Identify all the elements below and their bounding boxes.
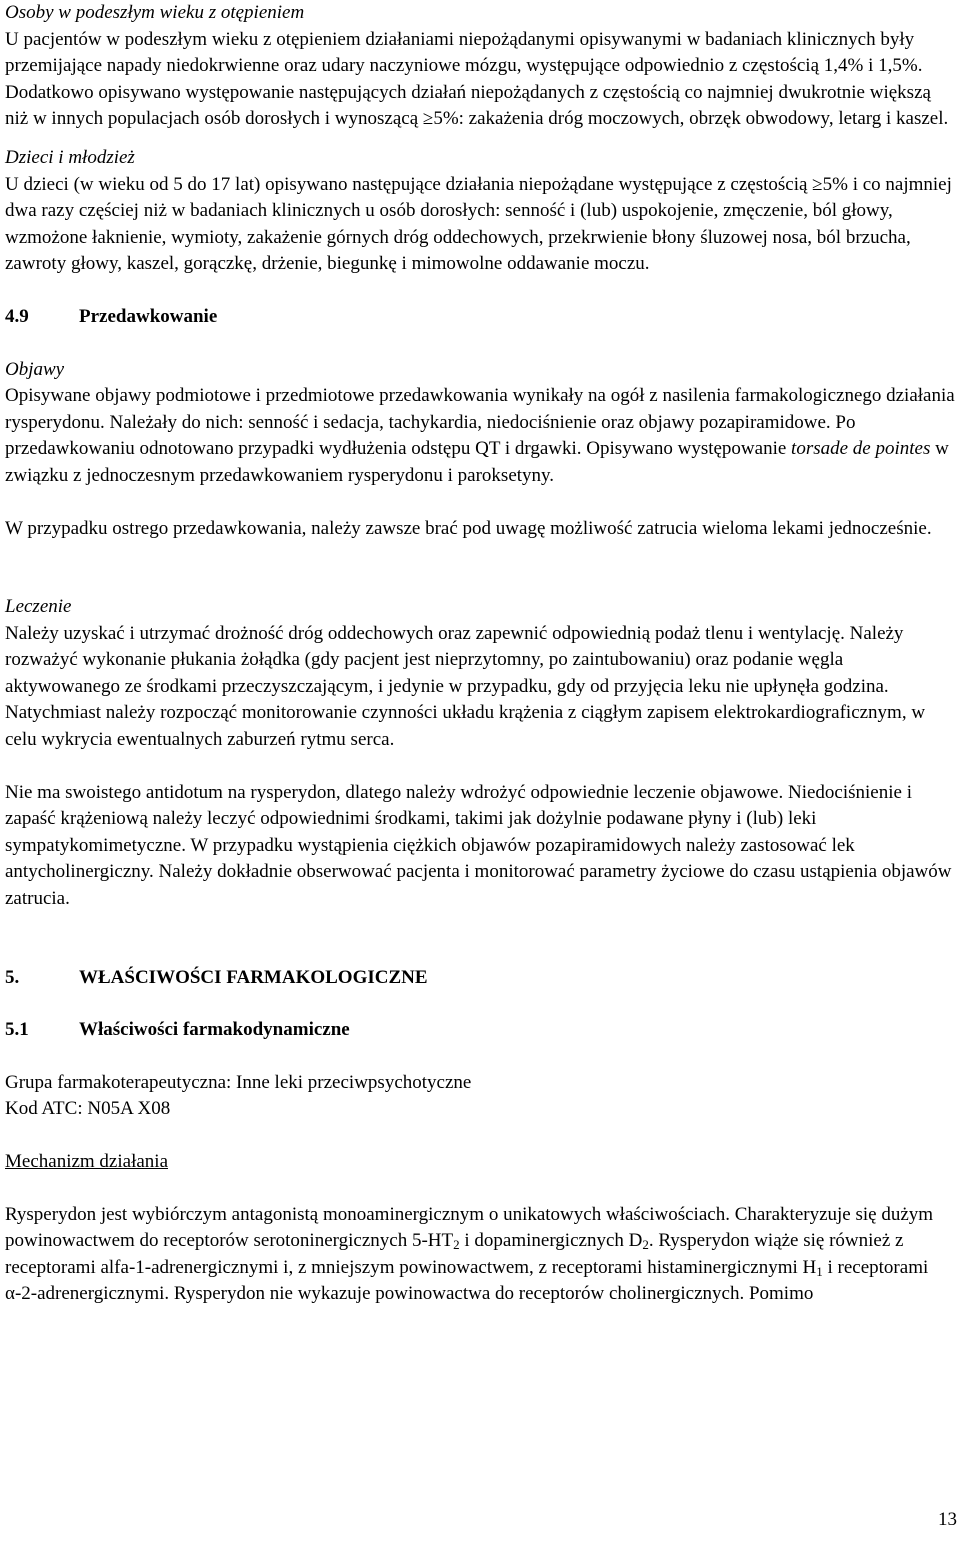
section-4-9-heading — [5, 304, 955, 331]
atc-code: Kod ATC: N05A X08 — [5, 1098, 171, 1120]
section-5-1-heading — [5, 1017, 955, 1044]
document-page — [5, 0, 955, 1308]
symptoms-text-italic: torsade de pointes — [791, 438, 931, 460]
section-title: Przedawkowanie — [79, 305, 218, 327]
treatment-paragraph-2: Nie ma swoistego antidotum na rysperydon, dlatego należy wdrożyć odpowiednie leczenie objawowe. Niedociśnienie i zapaść krążeniową należy leczyć odpowiednimi środkami, takimi jak dożylnie podawane płyny i (lub) leki sympatykomimetyczne. W przypadku wystąpienia ciężkich objawów pozapiramidowych należy zastosować lek antycholinergiczny. Należy dokładnie obserwować pacjenta i monitorować parametry życiowe do czasu ustąpienia objawów zatrucia. — [5, 781, 952, 910]
section-number: 5. — [5, 966, 20, 988]
mech-subscript-2: 2 — [642, 1237, 649, 1253]
elderly-heading: Osoby w podeszłym wieku z otępieniem — [5, 2, 305, 23]
children-heading: Dzieci i młodzież — [5, 146, 135, 168]
mech-text-b: i dopaminergicznych D — [459, 1230, 643, 1252]
treatment-paragraph-1: Należy uzyskać i utrzymać drożność dróg oddechowych oraz zapewnić odpowiednią podaż tlenu i wentylację. Należy rozważyć wykonanie płukania żołądka (gdy pacjent jest nieprzytomny, po zaintubowaniu) oraz podanie węgla aktywowanego ze środkami przeczyszczającym, i jedynie w przypadku, gdy od przyjęcia leku nie upłynęła godzina. Natychmiast należy rozpocząć monitorowanie czynności układu krążenia z ciągłym zapisem elektrokardiograficznym, w celu wykrycia ewentualnych zaburzeń rytmu serca. — [5, 622, 926, 751]
symptoms-text-a: Opisywane objawy podmiotowe i przedmiotowe przedawkowania wynikały na ogół z nasilenia farmakologicznego działania rysperydonu. Należały do nich: senność i sedacja, tachykardia, niedociśnienie oraz objawy pozapiramidowe. Po przedawkowaniu odnotowano przypadki wydłużenia odstępu QT i drgawki. Opisywano występowanie — [5, 385, 955, 460]
mechanism-paragraph — [5, 1202, 955, 1308]
section-title: WŁAŚCIWOŚCI FARMAKOLOGICZNE — [79, 966, 428, 988]
mech-subscript-3: 1 — [816, 1263, 823, 1279]
elderly-paragraph: U pacjentów w podeszłym wieku z otępieniem działaniami niepożądanymi opisywanymi w badaniach klinicznych były przemijające napady niedokrwienne oraz udary naczyniowe mózgu, występujące odpowiednio z częstością 1,4% i 1,5%. Dodatkowo opisywano występowanie następujących działań niepożądanych z częstością co najmniej dwukrotnie większą niż w innych populacjach osób dorosłych i wynoszącą ≥5%: zakażenia dróg moczowych, obrzęk obwodowy, letarg i kaszel. — [5, 28, 949, 130]
acute-overdose-paragraph: W przypadku ostrego przedawkowania, należy zawsze brać pod uwagę możliwość zatrucia wieloma lekami jednocześnie. — [5, 517, 932, 539]
page-number: 13 — [938, 1509, 957, 1530]
symptoms-paragraph — [5, 383, 955, 489]
mech-text-c: . Rysperydon wiąże się również z receptorami alfa-1-adrenergicznymi i, z mniejszym powinowactwem, z receptorami histaminergicznymi H — [5, 1230, 904, 1278]
symptoms-heading: Objawy — [5, 358, 65, 380]
section-title: Właściwości farmakodynamiczne — [79, 1019, 350, 1041]
pharmacotherapeutic-group: Grupa farmakoterapeutyczna: Inne leki przeciwpsychotyczne — [5, 1071, 472, 1093]
mech-subscript-1: 2 — [453, 1237, 460, 1253]
section-number: 4.9 — [5, 305, 29, 327]
children-paragraph: U dzieci (w wieku od 5 do 17 lat) opisywano następujące działania niepożądane występujące z częstością ≥5% i co najmniej dwa razy częściej niż w badaniach klinicznych u osób dorosłych: senność i (lub) uspokojenie, zmęczenie, ból głowy, wzmożone łaknienie, wymioty, zakażenie górnych dróg oddechowych, przekrwienie błony śluzowej nosa, ból brzucha, zawroty głowy, kaszel, gorączkę, drżenie, biegunkę i mimowolne oddawanie moczu. — [5, 173, 952, 275]
mech-text-d: i receptorami α-2-adrenergicznymi. Rysperydon nie wykazuje powinowactwa do receptorów cholinergicznych. Pomimo — [5, 1256, 929, 1305]
section-number: 5.1 — [5, 1019, 29, 1041]
treatment-heading: Leczenie — [5, 596, 72, 618]
mechanism-heading: Mechanizm działania — [5, 1151, 169, 1172]
mech-text-a: Rysperydon jest wybiórczym antagonistą monoaminergicznym o unikatowych właściwościach. Charakteryzuje się dużym powinowactwem do receptorów serotoninergicznych 5-HT — [5, 1203, 934, 1252]
section-5-heading — [5, 965, 955, 992]
symptoms-text-b: w związku z jednoczesnym przedawkowaniem rysperydonu i paroksetyny. — [5, 438, 949, 486]
